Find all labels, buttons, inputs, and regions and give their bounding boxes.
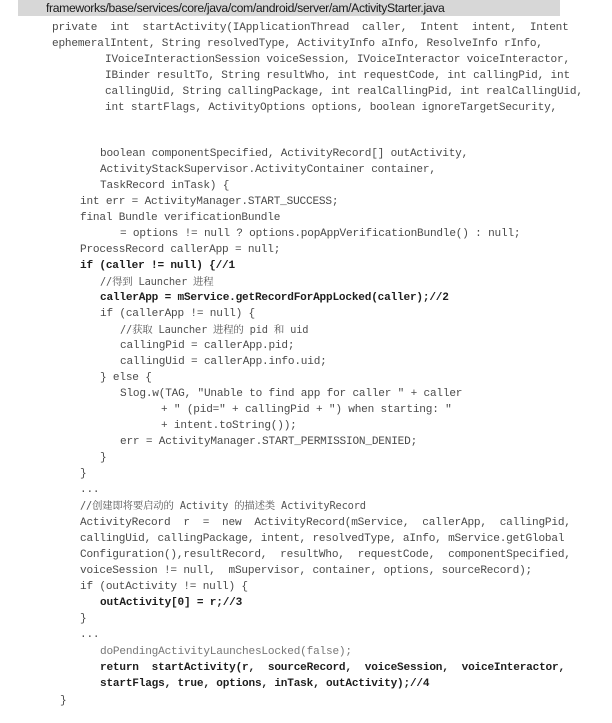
code-line: ephemeralIntent, String resolvedType, ActivityInfo aInfo, ResolveInfo rInfo, (52, 38, 543, 50)
code-line-highlight: return startActivity(r, sourceRecord, voiceSession, voiceInteractor, (100, 662, 565, 674)
code-line: TaskRecord inTask) { (100, 180, 230, 192)
code-line: final Bundle verificationBundle (80, 212, 281, 224)
code-line: } (80, 468, 87, 480)
code-line: private int startActivity(IApplicationThread caller, Intent intent, Intent (52, 22, 569, 34)
code-comment: //获取 Launcher 进程的 pid 和 uid (120, 324, 309, 336)
code-line: } (60, 695, 67, 707)
code-line: IVoiceInteractionSession voiceSession, IVoiceInteractor voiceInteractor, (105, 54, 570, 66)
code-line: callingPid = callerApp.pid; (120, 340, 295, 352)
code-comment: //得到 Launcher 进程 (100, 276, 214, 288)
code-line: = options != null ? options.popAppVerificationBundle() : null; (120, 228, 521, 240)
code-line-highlight: outActivity[0] = r;//3 (100, 597, 243, 609)
code-comment: //创建即将要启动的 Activity 的描述类 ActivityRecord (80, 500, 366, 512)
code-line-highlight: if (caller != null) {//1 (80, 260, 235, 272)
code-line-highlight: startFlags, true, options, inTask, outActivity);//4 (100, 678, 430, 690)
code-line: int err = ActivityManager.START_SUCCESS; (80, 196, 339, 208)
code-line: doPendingActivityLaunchesLocked(false); (100, 646, 352, 658)
code-line: ActivityStackSupervisor.ActivityContainer container, (100, 164, 436, 176)
code-line: ProcessRecord callerApp = null; (80, 244, 281, 256)
code-line: + " (pid=" + callingPid + ") when starting: " (161, 404, 452, 416)
code-line-highlight: callerApp = mService.getRecordForAppLocked(caller);//2 (100, 292, 449, 304)
code-line: callingUid, callingPackage, intent, resolvedType, aInfo, mService.getGlobal (80, 533, 565, 545)
code-line: IBinder resultTo, String resultWho, int requestCode, int callingPid, int (105, 70, 570, 82)
code-line: voiceSession != null, mSupervisor, container, options, sourceRecord); (80, 565, 533, 577)
file-path-header (18, 0, 560, 16)
code-line: + intent.toString()); (161, 420, 297, 432)
code-line: ActivityRecord r = new ActivityRecord(mService, callerApp, callingPid, (80, 517, 571, 529)
code-line: } (80, 613, 87, 625)
code-line: if (outActivity != null) { (80, 581, 248, 593)
code-line: callingUid, String callingPackage, int realCallingPid, int realCallingUid, (105, 86, 583, 98)
code-line: } (100, 452, 107, 464)
code-line: Configuration(),resultRecord, resultWho, requestCode, componentSpecified, (80, 549, 571, 561)
code-line: ... (80, 484, 100, 496)
code-line: int startFlags, ActivityOptions options, boolean ignoreTargetSecurity, (105, 102, 558, 114)
file-path: frameworks/base/services/core/java/com/android/server/am/ActivityStarter.java (46, 1, 445, 15)
code-line: } else { (100, 372, 152, 384)
code-line: callingUid = callerApp.info.uid; (120, 356, 327, 368)
code-line: ... (80, 629, 100, 641)
code-line: err = ActivityManager.START_PERMISSION_DENIED; (120, 436, 418, 448)
code-line: Slog.w(TAG, "Unable to find app for caller " + caller (120, 388, 463, 400)
code-line: boolean componentSpecified, ActivityRecord[] outActivity, (100, 148, 469, 160)
code-line: if (callerApp != null) { (100, 308, 255, 320)
